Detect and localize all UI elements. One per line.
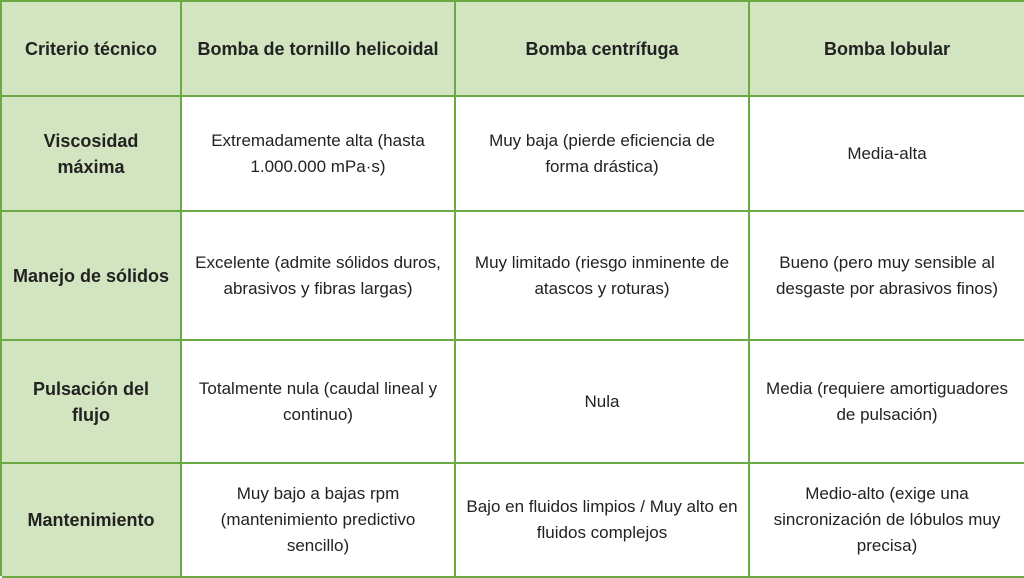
row-pulsation-lobe: Media (requiere amortiguadores de pulsación)	[750, 341, 1024, 464]
row-viscosity-lobe: Media-alta	[750, 97, 1024, 212]
row-maintenance-centrifugal: Bajo en fluidos limpios / Muy alto en fluidos complejos	[456, 464, 750, 578]
row-viscosity-label: Viscosidad máxima	[2, 97, 182, 212]
row-viscosity-centrifugal: Muy baja (pierde eficiencia de forma drástica)	[456, 97, 750, 212]
header-centrifugal-pump: Bomba centrífuga	[456, 2, 750, 97]
row-solids-lobe: Bueno (pero muy sensible al desgaste por abrasivos finos)	[750, 212, 1024, 341]
row-viscosity-screw: Extremadamente alta (hasta 1.000.000 mPa·s)	[182, 97, 456, 212]
row-pulsation-label: Pulsación del flujo	[2, 341, 182, 464]
row-solids-label: Manejo de sólidos	[2, 212, 182, 341]
row-pulsation-screw: Totalmente nula (caudal lineal y continuo)	[182, 341, 456, 464]
row-pulsation-centrifugal: Nula	[456, 341, 750, 464]
header-lobe-pump: Bomba lobular	[750, 2, 1024, 97]
header-screw-pump: Bomba de tornillo helicoidal	[182, 2, 456, 97]
row-maintenance-label: Mantenimiento	[2, 464, 182, 578]
row-solids-screw: Excelente (admite sólidos duros, abrasivos y fibras largas)	[182, 212, 456, 341]
row-maintenance-screw: Muy bajo a bajas rpm (mantenimiento predictivo sencillo)	[182, 464, 456, 578]
row-maintenance-lobe: Medio-alto (exige una sincronización de lóbulos muy precisa)	[750, 464, 1024, 578]
row-solids-centrifugal: Muy limitado (riesgo inminente de atascos y roturas)	[456, 212, 750, 341]
header-criterion: Criterio técnico	[2, 2, 182, 97]
